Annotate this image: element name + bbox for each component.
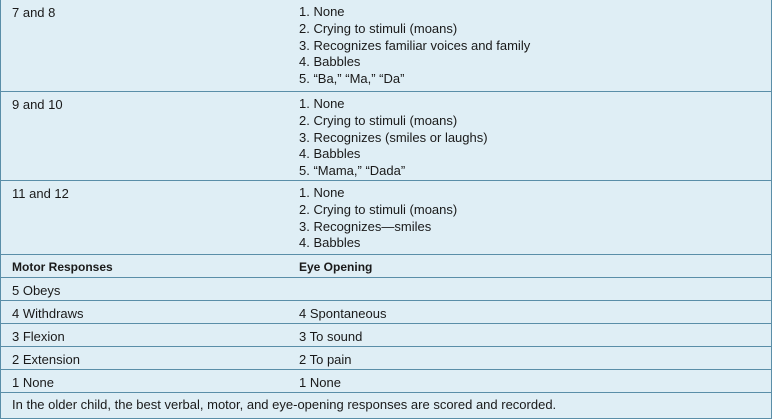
table-row <box>1 278 771 301</box>
motor-response-cell: 4 Withdraws <box>12 306 84 321</box>
verbal-responses-cell <box>299 185 457 252</box>
response-item: 5. “Ba,” “Ma,” “Da” <box>299 71 405 87</box>
table-row <box>1 347 771 370</box>
response-item: 1. None <box>299 96 345 111</box>
age-cell: 9 and 10 <box>12 97 63 112</box>
response-item: 2. Crying to stimuli (moans) <box>299 112 458 128</box>
motor-response-cell: 2 Extension <box>12 352 80 367</box>
response-item: 4. Babbles <box>299 54 361 70</box>
age-cell: 7 and 8 <box>12 5 56 20</box>
motor-response-cell: 3 Flexion <box>12 329 65 344</box>
table-row <box>1 370 771 393</box>
table-row <box>1 301 771 324</box>
age-cell: 11 and 12 <box>12 186 69 201</box>
response-item: 1. None <box>299 185 345 200</box>
response-item: 3. Recognizes (smiles or laughs) <box>299 129 488 145</box>
table-row <box>1 181 771 255</box>
verbal-responses-cell <box>299 4 530 88</box>
motor-response-cell: 5 Obeys <box>12 283 61 298</box>
eye-opening-cell: 2 To pain <box>299 352 352 367</box>
response-item: 3. Recognizes—smiles <box>299 218 432 234</box>
eye-opening-cell: 1 None <box>299 375 341 390</box>
motor-response-cell: 1 None <box>12 375 54 390</box>
response-item: 4. Babbles <box>299 235 361 251</box>
table-row <box>1 0 771 92</box>
response-item: 2. Crying to stimuli (moans) <box>299 201 458 217</box>
section-header-row <box>1 255 771 278</box>
response-item: 5. “Mama,” “Dada” <box>299 163 406 179</box>
eye-opening-cell: 3 To sound <box>299 329 363 344</box>
table-row <box>1 92 771 181</box>
response-item: 2. Crying to stimuli (moans) <box>299 20 458 36</box>
response-item: 4. Babbles <box>299 146 361 162</box>
table-footnote: In the older child, the best verbal, motor, and eye-opening responses are scored and recorded. <box>12 397 557 412</box>
eye-opening-cell: 4 Spontaneous <box>299 306 387 321</box>
motor-responses-heading: Motor Responses <box>12 260 113 274</box>
response-item: 3. Recognizes familiar voices and family <box>299 37 531 53</box>
response-item: 1. None <box>299 4 345 19</box>
eye-opening-heading: Eye Opening <box>299 260 373 274</box>
table-footnote-row <box>1 393 771 418</box>
verbal-responses-cell <box>299 96 488 180</box>
table-row <box>1 324 771 347</box>
